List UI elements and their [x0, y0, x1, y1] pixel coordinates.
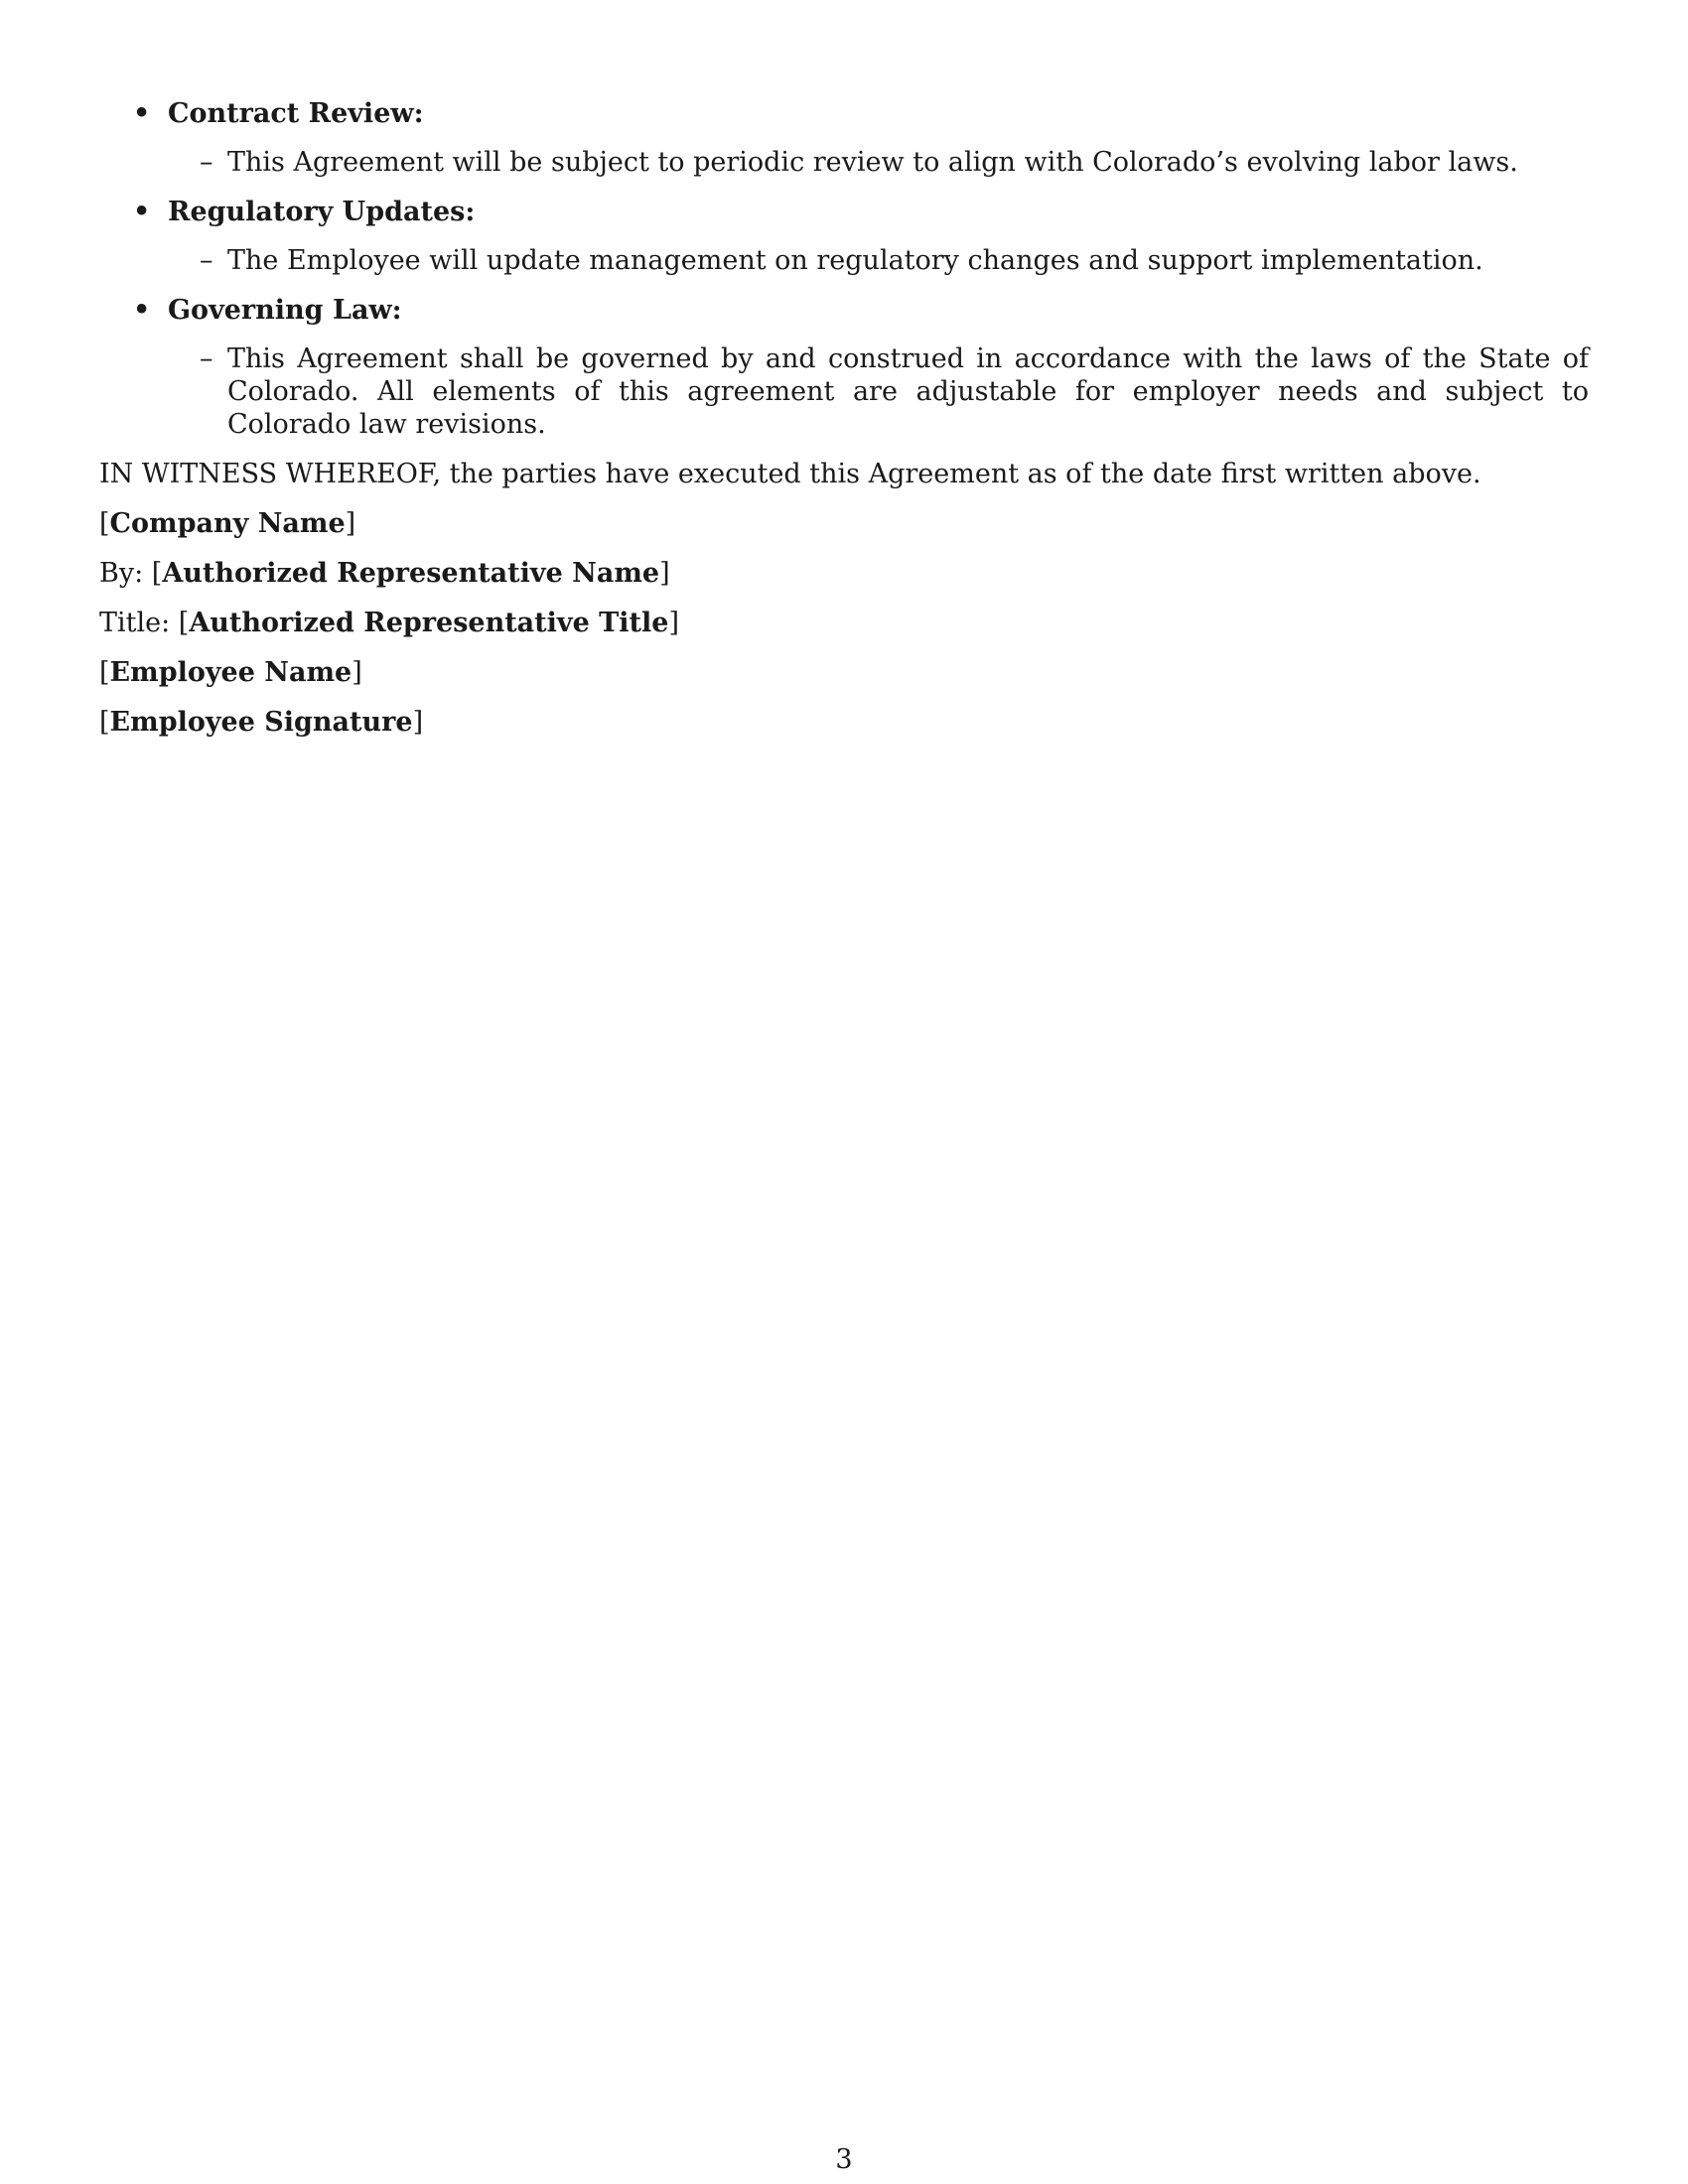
sub-item	[168, 342, 1589, 441]
representative-name-line: By: [Authorized Representative Name]	[99, 558, 670, 589]
employee-name: Employee Name	[109, 657, 352, 688]
witness-statement: IN WITNESS WHEREOF, the parties have executed this Agreement as of the date first written above.	[99, 459, 1481, 489]
bullet-glyph: •	[133, 197, 151, 227]
sub-list	[99, 146, 1589, 179]
representative-title-line: Title: [Authorized Representative Title]	[99, 608, 679, 638]
sub-list	[99, 244, 1589, 277]
sub-item-text: This Agreement will be subject to periodic review to align with Colorado’s evolving labor laws.	[227, 147, 1518, 178]
bullet-glyph: •	[133, 295, 151, 326]
sub-item	[168, 244, 1589, 277]
bullet-glyph: •	[133, 98, 151, 129]
by-label: By:	[99, 558, 144, 589]
sub-list	[99, 342, 1589, 441]
sub-item-text: This Agreement shall be governed by and construed in accordance with the laws of the State of Colorado. All elements of this agreement are adjustable for employer needs and subject to Colorado law revisions.	[227, 343, 1589, 440]
employee-signature-line: [Employee Signature]	[99, 707, 424, 738]
section-list	[99, 97, 1589, 441]
document-page	[99, 97, 1589, 755]
section-regulatory-updates	[99, 196, 1589, 277]
title-label: Title:	[99, 608, 171, 638]
section-heading: Contract Review:	[168, 98, 424, 129]
section-governing-law	[99, 294, 1589, 441]
employee-signature: Employee Signature	[109, 707, 413, 738]
employee-name-line: [Employee Name]	[99, 657, 362, 688]
representative-name: Authorized Representative Name	[162, 558, 660, 589]
page-number: 3	[835, 2144, 853, 2175]
section-contract-review	[99, 97, 1589, 179]
section-heading: Regulatory Updates:	[168, 197, 476, 227]
sub-item-text: The Employee will update management on regulatory changes and support implementation.	[227, 245, 1483, 276]
sub-item	[168, 146, 1589, 179]
representative-title: Authorized Representative Title	[189, 608, 669, 638]
company-name: Company Name	[109, 508, 346, 539]
dash-glyph: –	[200, 245, 213, 276]
dash-glyph: –	[200, 343, 213, 374]
dash-glyph: –	[200, 147, 213, 178]
company-name-line: [Company Name]	[99, 508, 356, 539]
section-heading: Governing Law:	[168, 295, 402, 326]
